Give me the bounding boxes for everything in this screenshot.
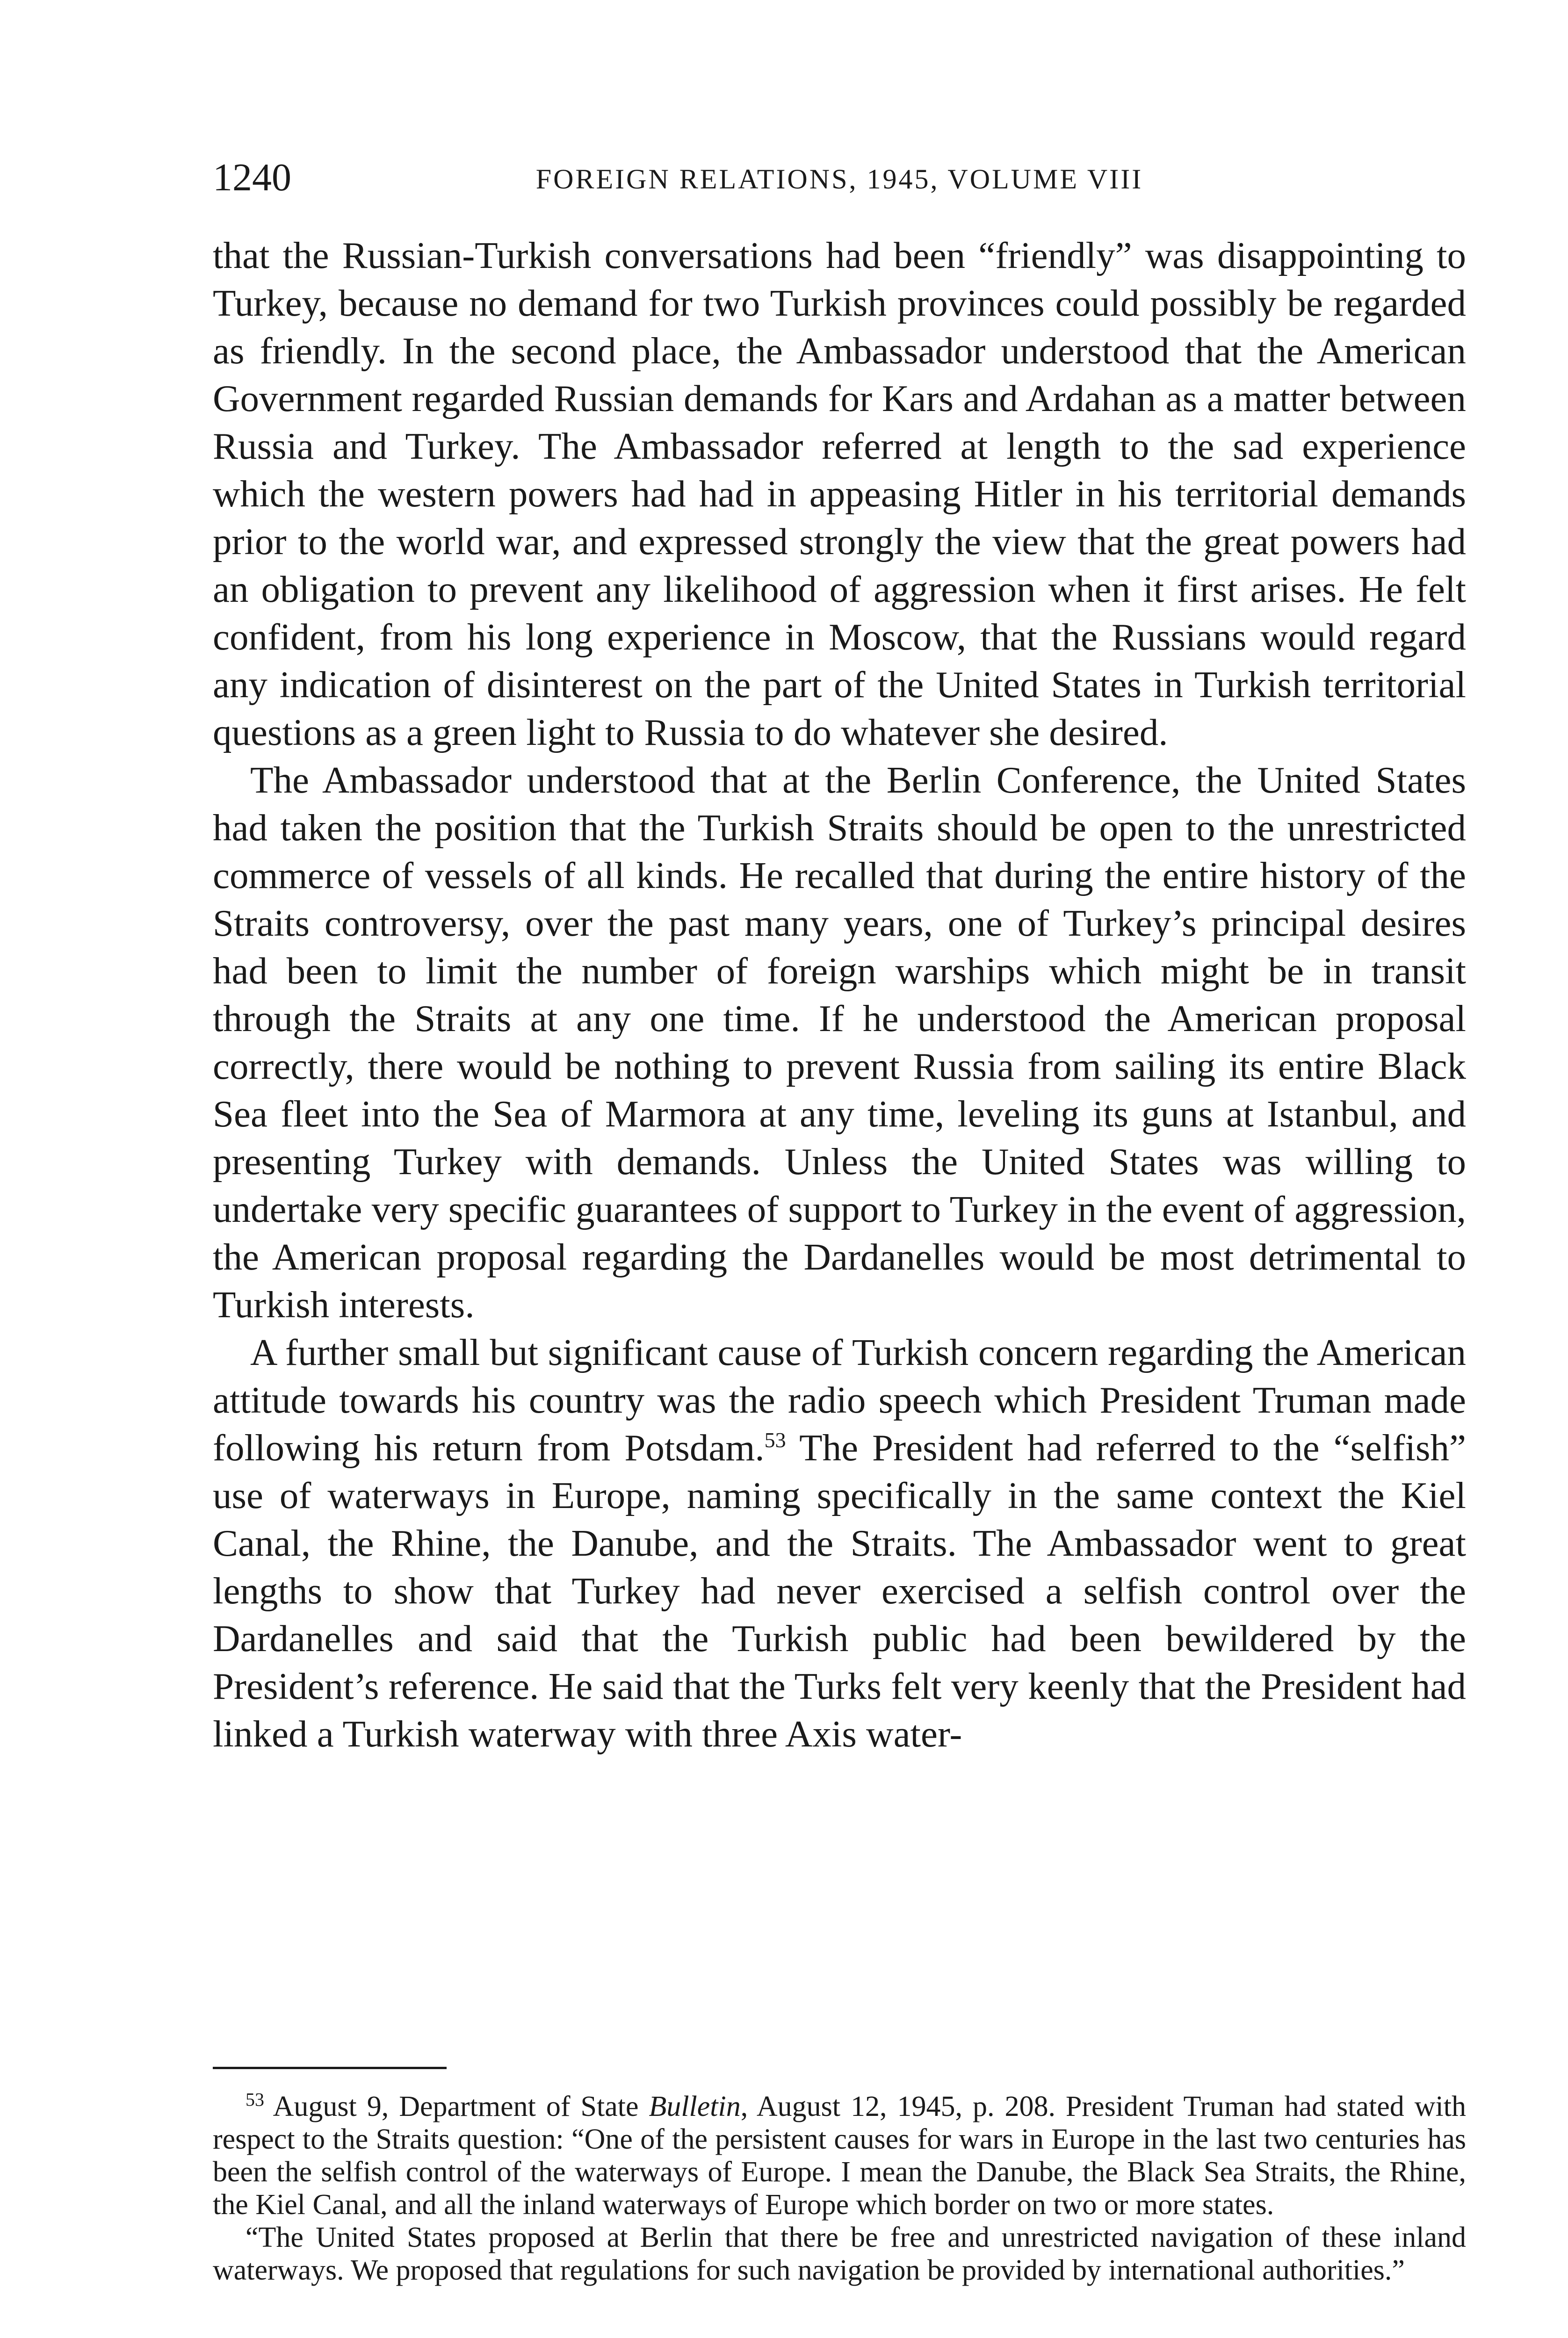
publication-title: Bulletin bbox=[649, 2091, 741, 2122]
page-number: 1240 bbox=[213, 156, 291, 199]
paragraph-text: The President had referred to the “selfish” use of waterways in Europe, naming specifically in the same context the Kiel Canal, the Rhine, the Danube, and the Straits. The Ambassador went to great lengths to show that Turkey had never exercised a selfish control over the Dardanelles and said that the Turkish public had been bewildered by the President’s reference. He said that the Turks felt very keenly that the President had linked a Turkish waterway with three Axis water- bbox=[213, 1427, 1466, 1755]
paragraph-radio-speech bbox=[213, 1328, 1466, 1758]
footnote-text: , August 12, 1945, p. 208. President Truman had stated with respect to the Straits question: “One of the persistent causes for wars in Europe in the last two centuries has been the selfish control of the waterways of Europe. I mean the Danube, the Black Sea Straits, the Rhine, the Kiel Canal, and all the inland waterways of Europe which border on two or more states. bbox=[213, 2091, 1466, 2221]
footnotes bbox=[213, 2090, 1466, 2287]
footnote-divider bbox=[213, 2067, 447, 2069]
paragraph-text: A further small but significant cause of Turkish concern regarding the American attitude towards his country was the radio speech which President Truman made following his return from Potsdam. bbox=[213, 1331, 1466, 1469]
paragraph-continued: that the Russian-Turkish conversations had been “friendly” was disappointing to Turkey, because no demand for two Turkish provinces could possibly be regarded as friendly. In the second place, the Ambassador understood that the American Government regarded Russian demands for Kars and Ardahan as a matter between Russia and Turkey. The Ambassador referred at length to the sad experience which the western powers had had in appeasing Hitler in his territorial demands prior to the world war, and expressed strongly the view that the great powers had an obligation to prevent any likelihood of aggression when it first arises. He felt confident, from his long experience in Moscow, that the Russians would regard any indication of disinterest on the part of the United States in Turkish territorial questions as a green light to Russia to do whatever she desired. bbox=[213, 234, 1466, 753]
paragraph-berlin-conference: The Ambassador understood that at the Berlin Conference, the United States had taken the position that the Turkish Straits should be open to the unrestricted commerce of vessels of all kinds. He recalled that during the entire history of the Straits controversy, over the past many years, one of Turkey’s principal desires had been to limit the number of foreign warships which might be in transit through the Straits at any one time. If he understood the American proposal correctly, there would be nothing to prevent Russia from sailing its entire Black Sea fleet into the Sea of Marmora at any time, leveling its guns at Istanbul, and presenting Turkey with demands. Unless the United States was willing to undertake very specific guarantees of support to Turkey in the event of aggression, the American proposal regarding the Dardanelles would be most detrimental to Turkish interests. bbox=[213, 759, 1466, 1326]
footnote-53 bbox=[213, 2090, 1466, 2221]
body-text bbox=[213, 231, 1466, 1758]
footnote-reference: 53 bbox=[764, 1428, 786, 1452]
footnote-53-continued: “The United States proposed at Berlin that there be free and unrestricted navigation of these inland waterways. We proposed that regulations for such navigation be provided by international authorities.” bbox=[213, 2222, 1466, 2286]
page-header bbox=[213, 154, 1466, 210]
footnote-mark: 53 bbox=[246, 2089, 264, 2110]
running-title: FOREIGN RELATIONS, 1945, VOLUME VIII bbox=[535, 164, 1143, 195]
footnote-text: August 9, Department of State bbox=[264, 2091, 649, 2122]
